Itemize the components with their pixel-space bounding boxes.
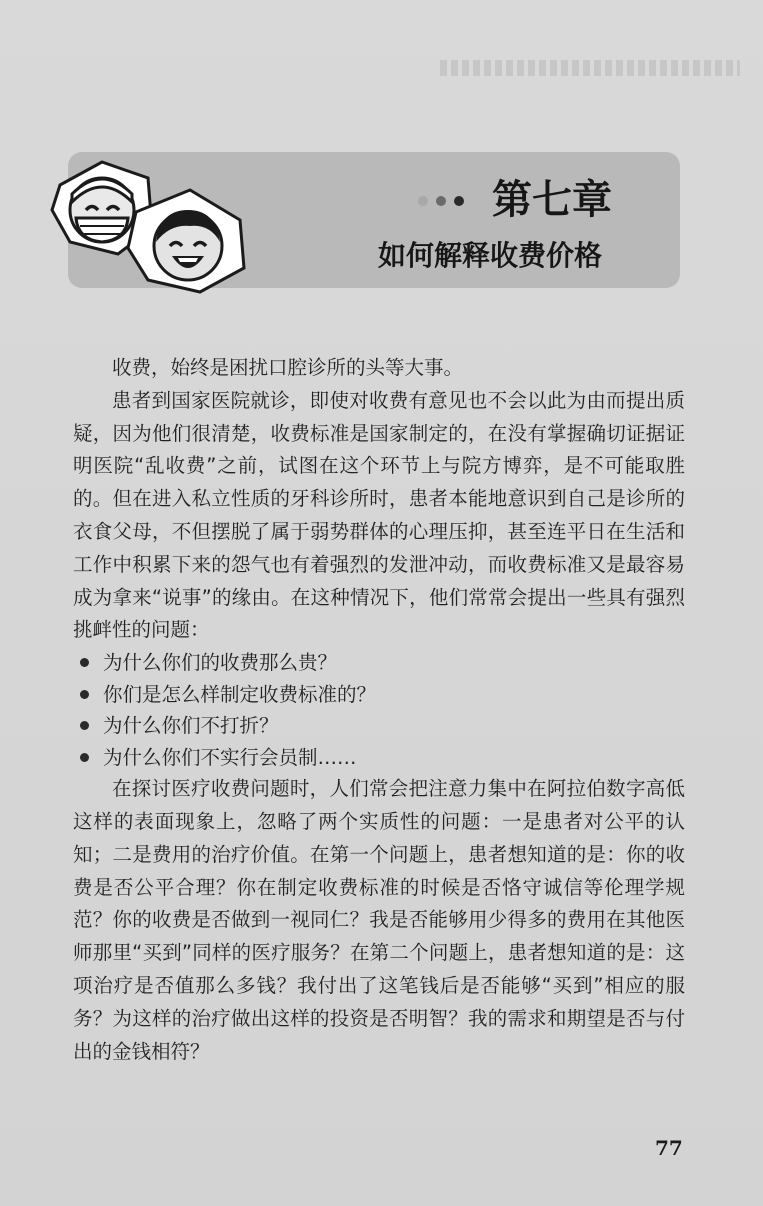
chapter-illustration bbox=[40, 150, 280, 300]
page-number: 77 bbox=[655, 1136, 683, 1160]
chapter-number: 第七章 bbox=[492, 177, 612, 223]
paragraph: 在探讨医疗收费问题时，人们常会把注意力集中在阿拉伯数字高低这样的表面现象上，忽略了两个实质性的问题：一是患者对公平的认知；二是费用的治疗价值。在第一个问题上，患者想知道的是：你的收费是否公平合理？你在制定收费标准的时候是否恪守诚信等伦理学规范？你的收费是否做到一视同仁？我是否能够用少得多的费用在其他医师那里“买到”同样的医疗服务？在第二个问题上，患者想知道的是：这项治疗是否值那么多钱？我付出了这笔钱后是否能够“买到”相应的服务？为这样的治疗做出这样的投资是否明智？我的需求和期望是否与付出的金钱相符？ bbox=[73, 777, 685, 1063]
bullet-icon bbox=[80, 690, 89, 699]
paragraph: 患者到国家医院就诊，即使对收费有意见也不会以此为由而提出质疑，因为他们很清楚，收费标准是国家制定的，在没有掌握确切证据证明医院“乱收费”之前，试图在这个环节上与院方博弈，是不可能取胜的。但在进入私立性质的牙科诊所时，患者本能地意识到自己是诊所的衣食父母，不但摆脱了属于弱势群体的心理压抑，甚至连平日在生活和工作中积累下来的怨气也有着强烈的发泄冲动，而收费标准又是最容易成为拿来“说事”的缘由。在这种情况下，他们常常会提出一些具有强烈挑衅性的问题： bbox=[73, 388, 685, 642]
decoration-dot bbox=[436, 196, 446, 206]
list-item-text: 为什么你们不打折？ bbox=[103, 714, 279, 738]
list-item bbox=[80, 742, 685, 774]
paragraph: 收费，始终是困扰口腔诊所的头等大事。 bbox=[112, 356, 464, 379]
chapter-decoration-dots bbox=[418, 196, 464, 206]
body-text bbox=[73, 352, 685, 1068]
bullet-icon bbox=[80, 658, 89, 667]
question-list bbox=[73, 647, 685, 773]
chapter-title: 如何解释收费价格 bbox=[378, 239, 603, 272]
list-item-text: 为什么你们的收费那么贵？ bbox=[103, 651, 338, 675]
bullet-icon bbox=[80, 753, 89, 762]
decoration-dot bbox=[454, 196, 464, 206]
list-item bbox=[80, 679, 685, 711]
list-item-text: 为什么你们不实行会员制…… bbox=[103, 745, 357, 769]
bleed-through-header bbox=[440, 60, 740, 76]
bullet-icon bbox=[80, 721, 89, 730]
decoration-dot bbox=[418, 196, 428, 206]
list-item bbox=[80, 710, 685, 742]
list-item bbox=[80, 647, 685, 679]
list-item-text: 你们是怎么样制定收费标准的？ bbox=[103, 682, 377, 706]
